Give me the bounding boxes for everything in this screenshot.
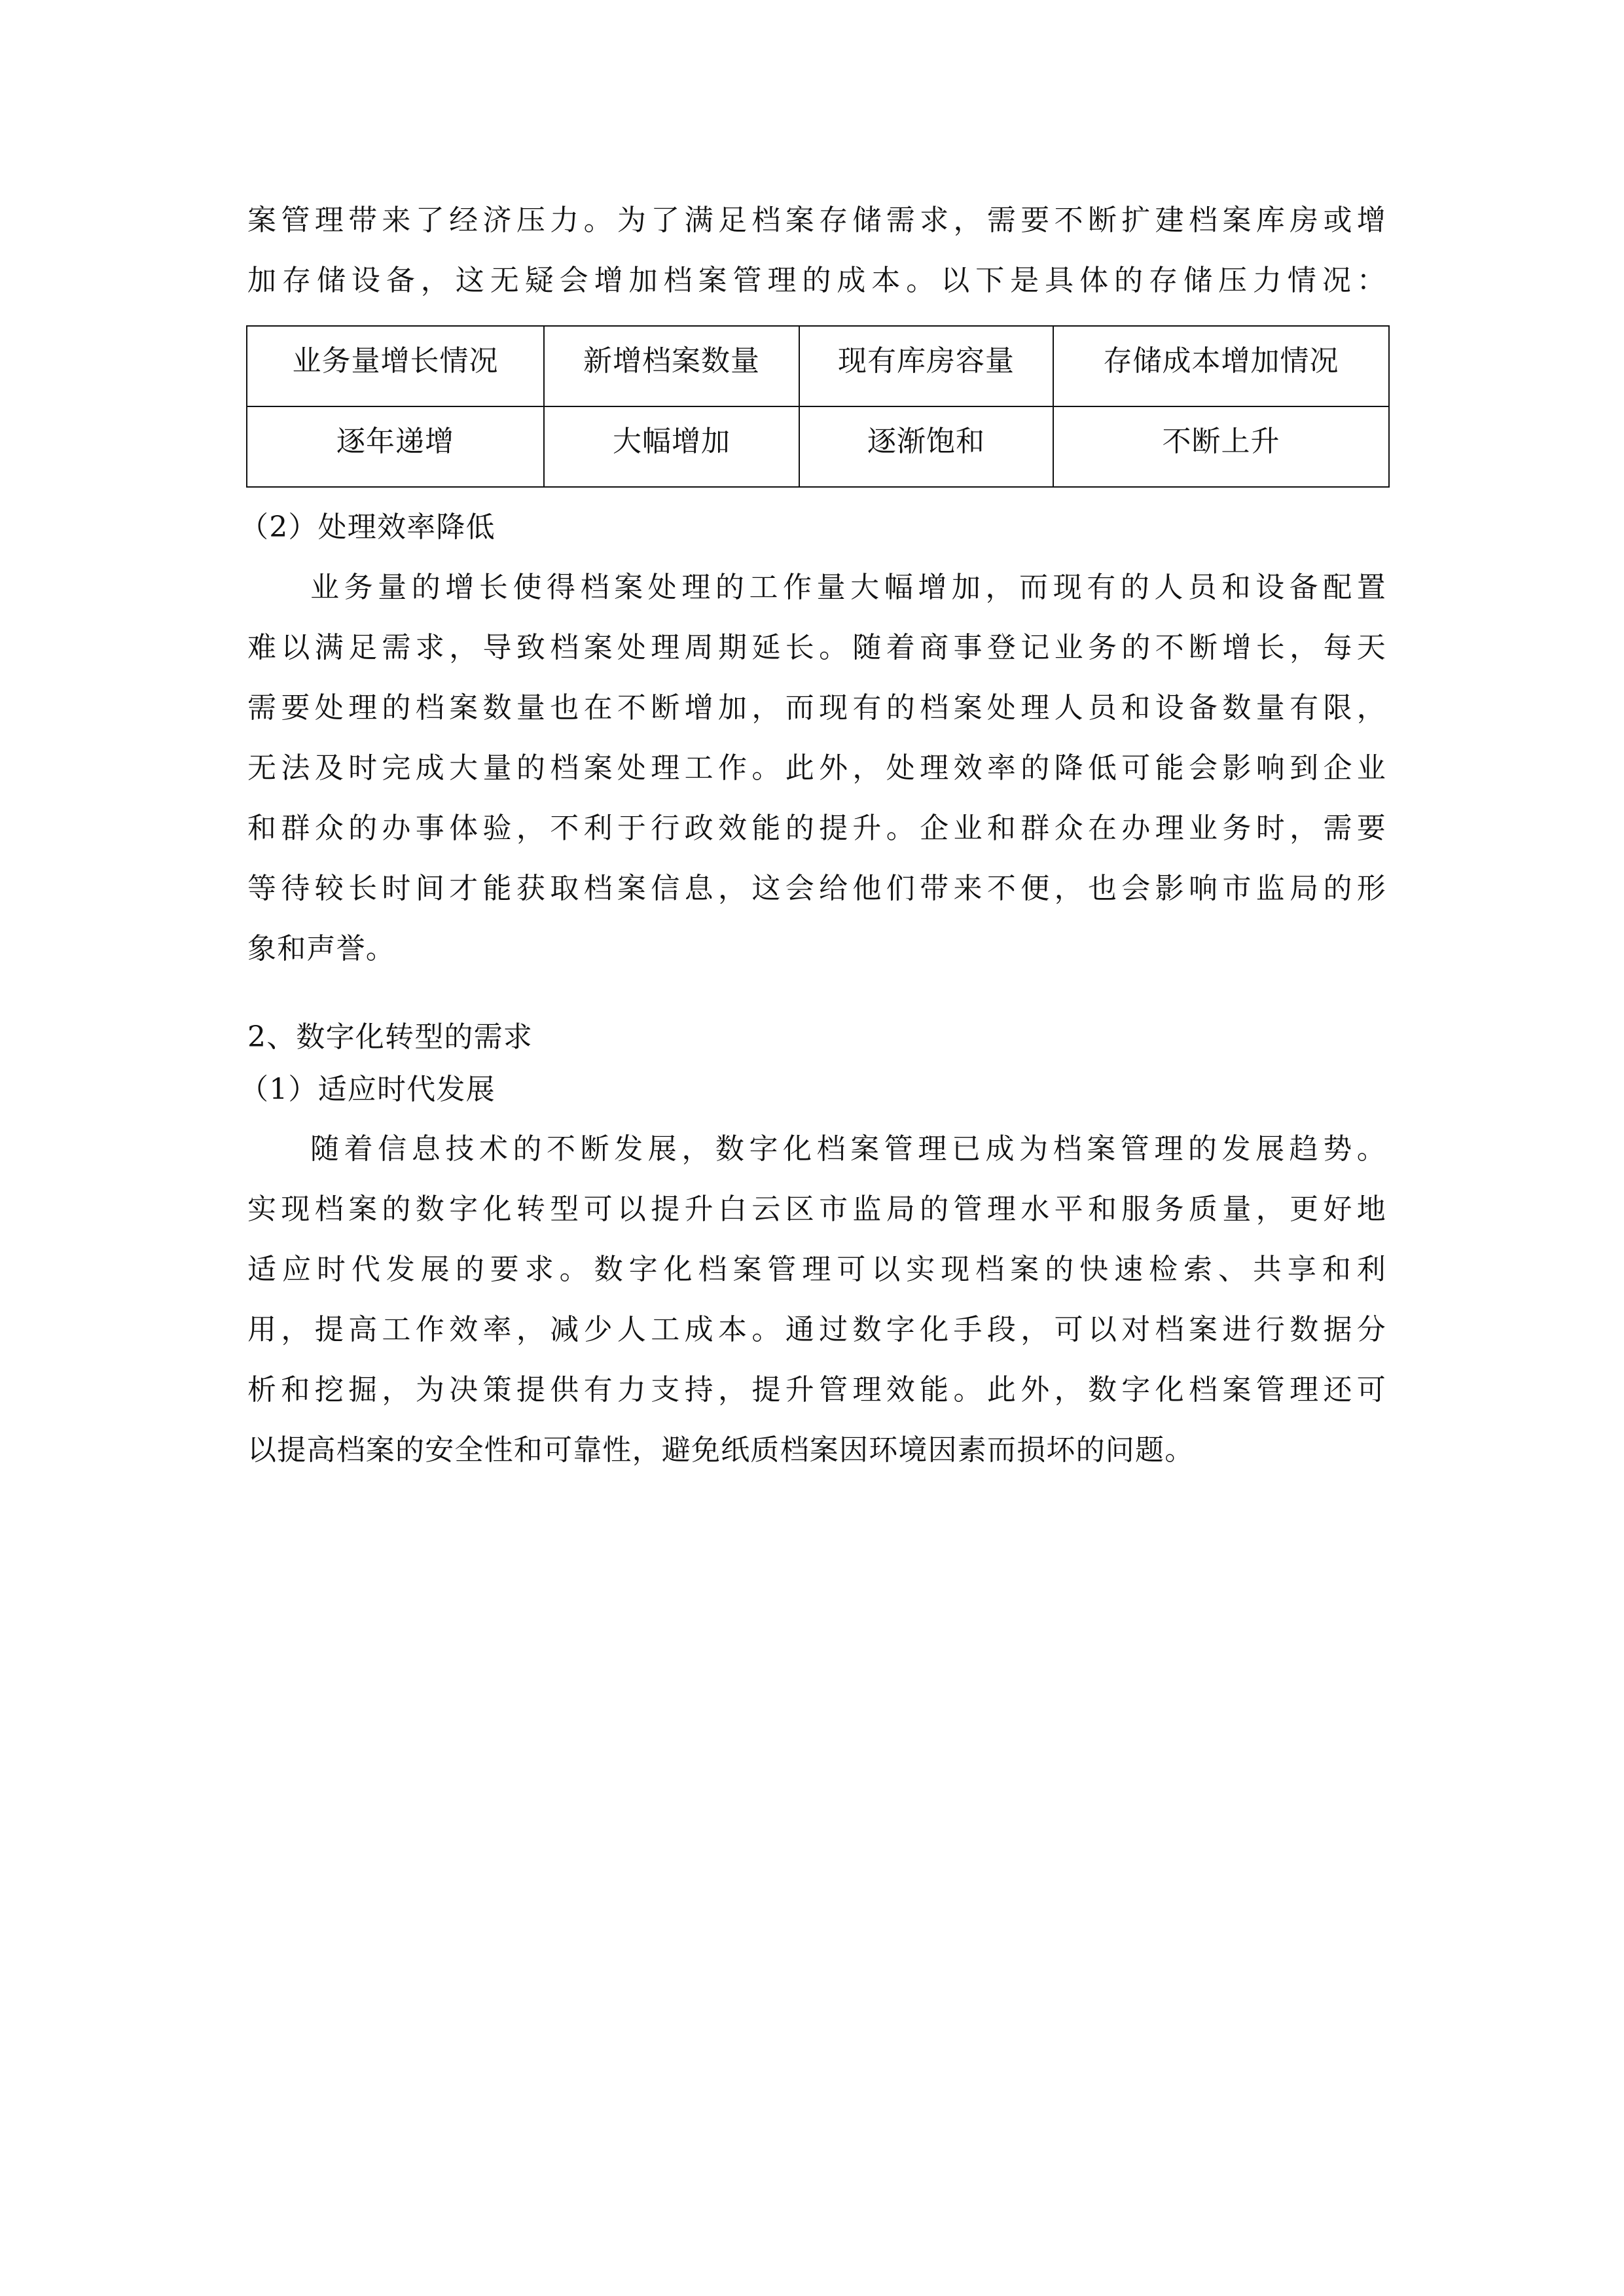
table-cell: 大幅增加 xyxy=(544,406,799,487)
paragraph-line: 象和声誉。 xyxy=(247,932,395,965)
table-cell: 逐渐饱和 xyxy=(799,406,1053,487)
table-cell: 不断上升 xyxy=(1053,406,1389,487)
paragraph-line: 需要处理的档案数量也在不断增加，而现有的档案处理人员和设备数量有限， xyxy=(247,691,1386,725)
paragraph-line: 加存储设备，这无疑会增加档案管理的成本。以下是具体的存储压力情况： xyxy=(247,264,1386,297)
section-heading-efficiency: （2）处理效率降低 xyxy=(240,511,496,544)
paragraph-line: 等待较长时间才能获取档案信息，这会给他们带来不便，也会影响市监局的形 xyxy=(247,872,1386,905)
storage-pressure-table xyxy=(246,325,1390,488)
table-row xyxy=(247,406,1389,487)
table-header-cell: 新增档案数量 xyxy=(544,326,799,406)
table-header-cell: 存储成本增加情况 xyxy=(1053,326,1389,406)
paragraph-line: 适应时代发展的要求。数字化档案管理可以实现档案的快速检索、共享和利 xyxy=(247,1253,1386,1286)
table-header-row xyxy=(247,326,1389,406)
paragraph-line: 业务量的增长使得档案处理的工作量大幅增加，而现有的人员和设备配置 xyxy=(310,571,1386,604)
paragraph-line: 和群众的办事体验，不利于行政效能的提升。企业和群众在办理业务时，需要 xyxy=(247,812,1386,845)
paragraph-line: 无法及时完成大量的档案处理工作。此外，处理效率的降低可能会影响到企业 xyxy=(247,751,1386,785)
table-header-cell: 现有库房容量 xyxy=(799,326,1053,406)
paragraph-line: 随着信息技术的不断发展，数字化档案管理已成为档案管理的发展趋势。 xyxy=(310,1132,1386,1166)
table-cell: 逐年递增 xyxy=(247,406,544,487)
paragraph-line: 用，提高工作效率，减少人工成本。通过数字化手段，可以对档案进行数据分 xyxy=(247,1313,1386,1346)
subsection-heading-era: （1）适应时代发展 xyxy=(240,1073,496,1106)
paragraph-line: 析和挖掘，为决策提供有力支持，提升管理效能。此外，数字化档案管理还可 xyxy=(247,1373,1386,1407)
paragraph-line: 案管理带来了经济压力。为了满足档案存储需求，需要不断扩建档案库房或增 xyxy=(247,204,1386,237)
paragraph-line: 以提高档案的安全性和可靠性，避免纸质档案因环境因素而损坏的问题。 xyxy=(247,1433,1195,1467)
paragraph-line: 难以满足需求，导致档案处理周期延长。随着商事登记业务的不断增长，每天 xyxy=(247,631,1386,664)
paragraph-line: 实现档案的数字化转型可以提升白云区市监局的管理水平和服务质量，更好地 xyxy=(247,1193,1386,1226)
table-header-cell: 业务量增长情况 xyxy=(247,326,544,406)
section-heading-digital: 2、数字化转型的需求 xyxy=(247,1020,533,1054)
